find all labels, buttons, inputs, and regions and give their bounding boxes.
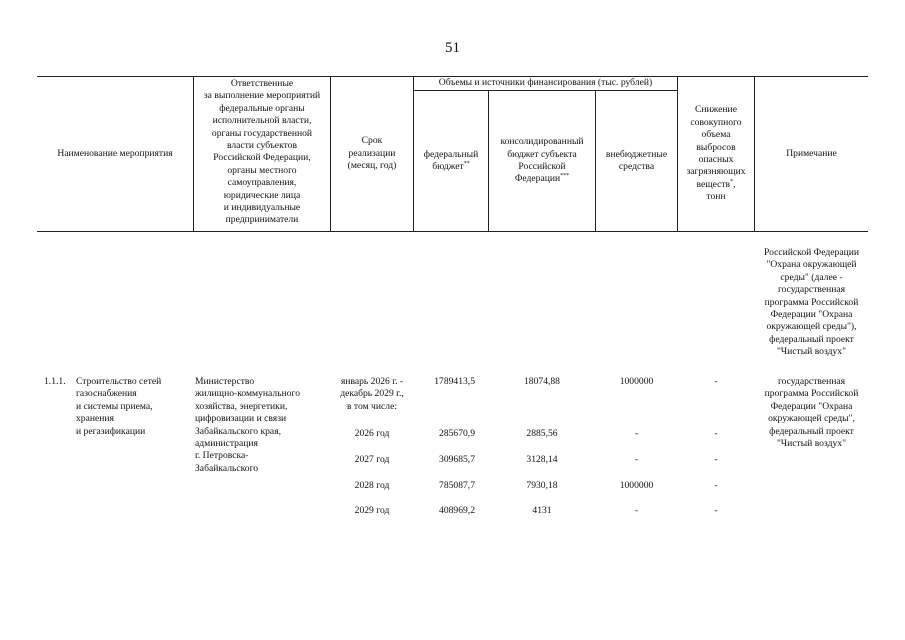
item-name: Строительство сетей газоснабжения и системы приема, хранения и регазификации [76, 376, 162, 437]
year-federal: 285670,9 [439, 428, 475, 439]
year-reduction: - [714, 454, 718, 465]
year-extra: - [634, 454, 639, 465]
item-extra: 1000000 [619, 376, 654, 387]
header-funding-group: Объемы и источники финансирования (тыс. рублей) [438, 77, 653, 89]
year-extra: - [634, 428, 639, 439]
year-federal: 408969,2 [439, 505, 475, 516]
header-name: Наименование мероприятия [57, 147, 173, 159]
item-consolidated: 18074,88 [524, 376, 560, 387]
year-label: 2029 год [354, 505, 390, 516]
item-period: январь 2026 г. - декабрь 2029 г., в том числе: [340, 376, 404, 412]
item-federal: 1789413,5 [434, 376, 475, 387]
continued-note: Российской Федерации "Охрана окружающей среды" (далее - государственная программа Российской Федерации "Охрана окружающей среды"), федеральный проект "Чистый воздух" [764, 247, 859, 358]
item-note: государственная программа Российской Федерации "Охрана окружающей среды", федеральный проект "Чистый воздух" [764, 376, 859, 450]
item-number: 1.1.1. [44, 376, 66, 387]
header-reduction: Снижение совокупного объема выбросов опасных загрязняющих веществ*, тонн [686, 104, 746, 203]
year-consolidated: 3128,14 [526, 454, 558, 465]
header-period: Срок реализации (месяц, год) [347, 135, 397, 172]
item-responsible: Министерство жилищно-коммунального хозяйства, энергетики, цифровизации и связи Забайкальского края, администрация г. Петровска- Забайкальского [195, 376, 300, 474]
year-reduction: - [714, 505, 718, 516]
year-reduction: - [714, 480, 718, 491]
header-note: Примечание [786, 147, 837, 159]
header-federal: федеральный бюджет** [423, 148, 479, 172]
year-label: 2028 год [354, 480, 390, 491]
header-consolidated: консолидированный бюджет субъекта Российской Федерации*** [500, 136, 584, 185]
header-responsible: Ответственные за выполнение мероприятий федеральные органы исполнительной власти, органы государственной власти субъектов Российской Федерации, органы местного самоуправления, юридические лица и индивидуальные предприниматели [203, 78, 321, 226]
year-consolidated: 2885,56 [526, 428, 558, 439]
header-bottom-rule [37, 231, 868, 232]
year-consolidated: 4131 [532, 505, 552, 516]
year-consolidated: 7930,18 [526, 480, 558, 491]
header-extra: внебюджетные средства [605, 148, 668, 172]
year-label: 2027 год [354, 454, 390, 465]
year-extra: 1000000 [619, 480, 654, 491]
item-reduction: - [714, 376, 718, 387]
year-extra: - [634, 505, 639, 516]
year-label: 2026 год [354, 428, 390, 439]
year-reduction: - [714, 428, 718, 439]
year-federal: 785087,7 [439, 480, 475, 491]
year-federal: 309685,7 [439, 454, 475, 465]
page-number: 51 [445, 40, 460, 56]
